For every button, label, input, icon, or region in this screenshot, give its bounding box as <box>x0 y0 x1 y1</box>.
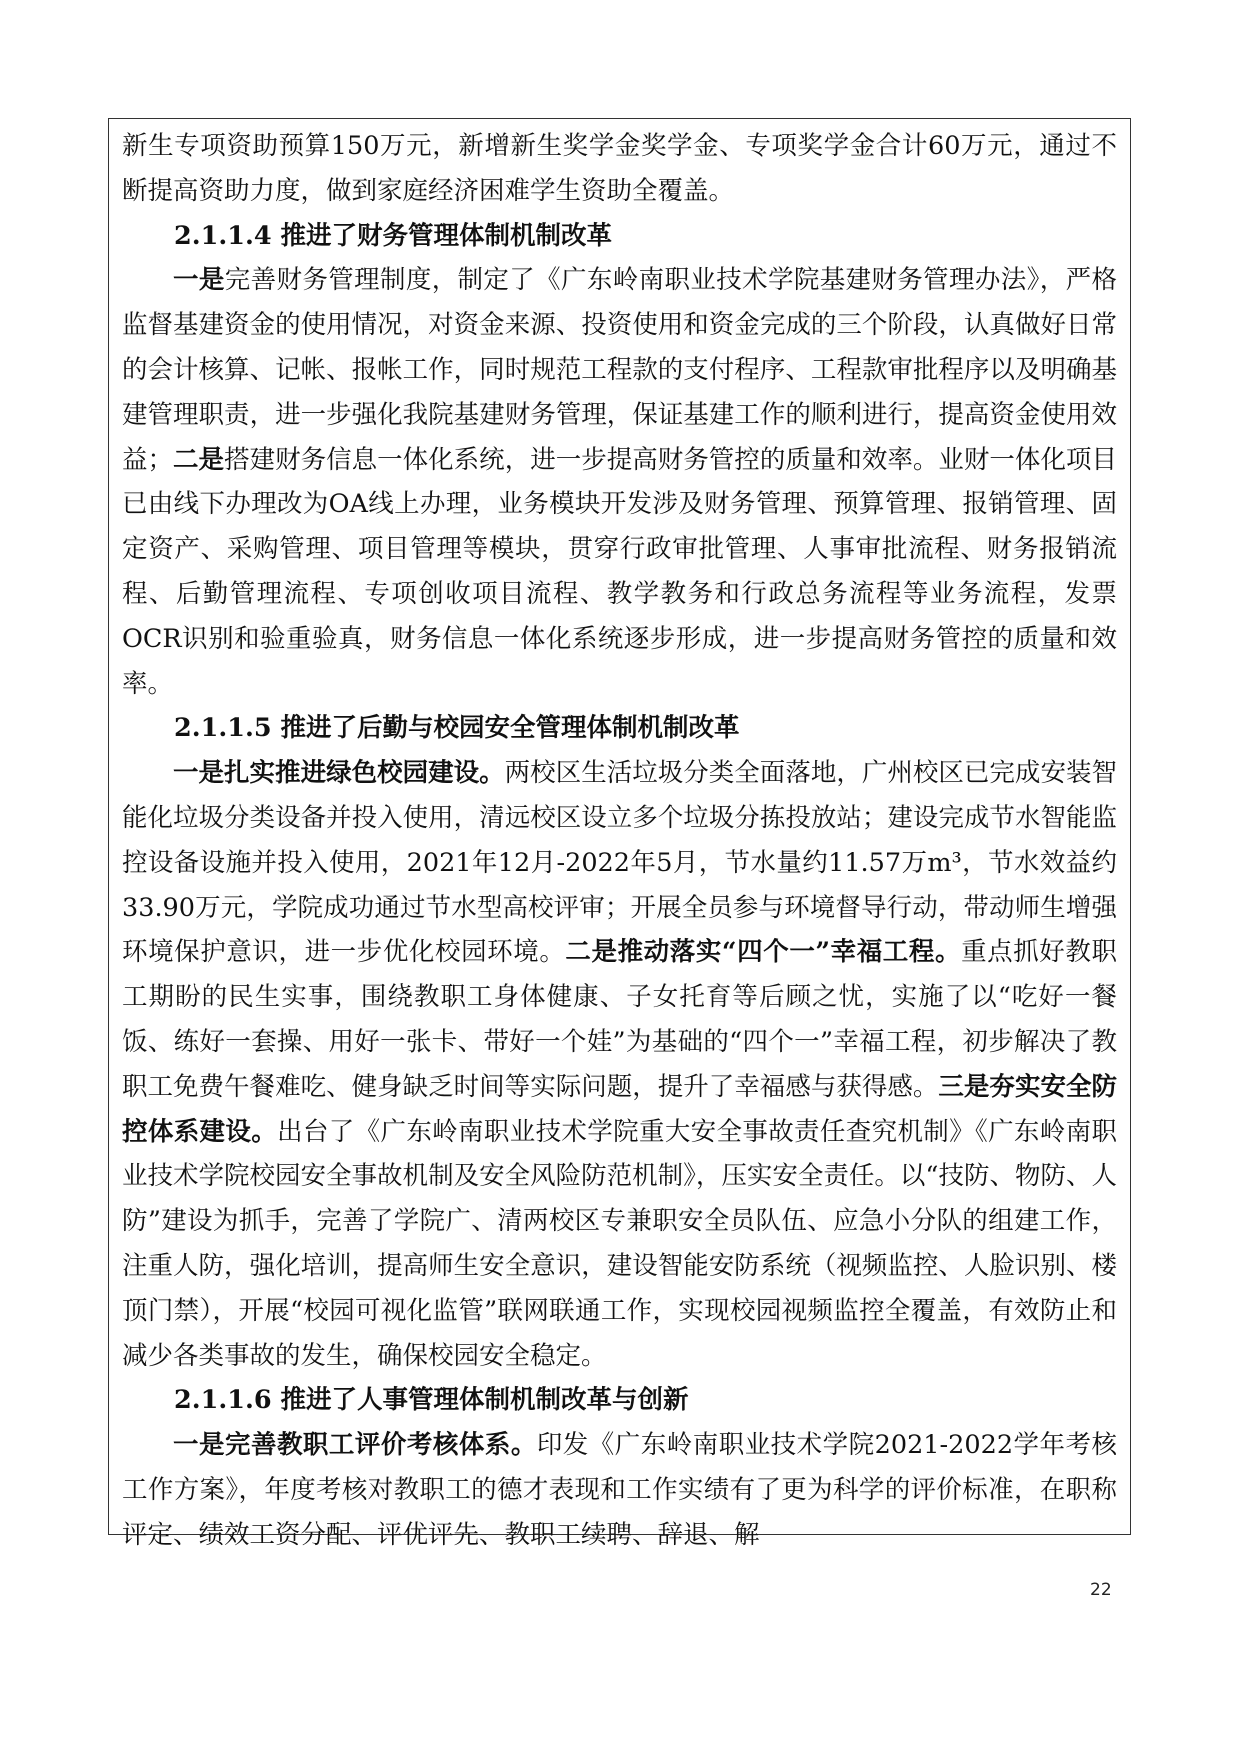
text-run: 搭建财务信息一体化系统，进一步提高财务管控的质量和效率。业财一体化项目已由线下办理改为OA线上办理，业务模块开发涉及财务管理、预算管理、报销管理、固定资产、采购管理、项目管理等模块，贯穿行政审批管理、人事审批流程、财务报销流程、后勤管理流程、专项创收项目流程、教学教务和行政总务流程等业务流程，发票OCR识别和验重验真，财务信息一体化系统逐步形成，进一步提高财务管控的质量和效率。 <box>122 444 1117 699</box>
bold-run: 二是 <box>173 444 225 475</box>
page-number: 22 <box>1090 1580 1112 1600</box>
bold-run: 一是 <box>173 265 225 296</box>
section-heading-2-1-1-5: 2.1.1.5 推进了后勤与校园安全管理体制机制改革 <box>174 713 740 744</box>
bold-run: 一是完善教职工评价考核体系。 <box>173 1430 537 1461</box>
bold-run: 二是推动落实“四个一”幸福工程。 <box>565 937 962 968</box>
text-run: 完善财务管理制度，制定了《广东岭南职业技术学院基建财务管理办法》，严格监督基建资金的使用情况，对资金来源、投资使用和资金完成的三个阶段，认真做好日常的会计核算、记帐、报帐工作，同时规范工程款的支付程序、工程款审批程序以及明确基建管理职责，进一步强化我院基建财务管理，保证基建工作的顺利进行，提高资金使用效益； <box>122 265 1117 475</box>
text-run: 出台了《广东岭南职业技术学院重大安全事故责任查究机制》《广东岭南职业技术学院校园安全事故机制及安全风险防范机制》，压实安全责任。以“技防、物防、人防”建设为抓手，完善了学院广、清两校区专兼职安全员队伍、应急小分队的组建工作，注重人防，强化培训，提高师生安全意识，建设智能安防系统（视频监控、人脸识别、楼顶门禁），开展“校园可视化监管”联网联通工作，实现校园视频监控全覆盖，有效防止和减少各类事故的发生，确保校园安全稳定。 <box>122 1116 1117 1371</box>
paragraph-logistics-reform <box>122 751 1117 1378</box>
document-body <box>122 124 1117 1558</box>
paragraph-continuation <box>122 124 1117 214</box>
text-run: 两校区生活垃圾分类全面落地，广州校区已完成安装智能化垃圾分类设备并投入使用，清远校区设立多个垃圾分拣投放站；建设完成节水智能监控设备设施并投入使用，2021年12月-2022年5月，节水量约11.57万m³，节水效益约33.90万元，学院成功通过节水型高校评审；开展全员参与环境督导行动，带动师生增强环境保护意识，进一步优化校园环境。 <box>122 758 1117 968</box>
bold-run: 一是扎实推进绿色校园建设。 <box>173 758 505 789</box>
text-run: 新生专项资助预算150万元，新增新生奖学金奖学金、专项奖学金合计60万元，通过不断提高资助力度，做到家庭经济困难学生资助全覆盖。 <box>122 131 1117 206</box>
paragraph-hr-reform <box>122 1423 1117 1557</box>
section-heading-2-1-1-6: 2.1.1.6 推进了人事管理体制机制改革与创新 <box>174 1385 689 1416</box>
bold-run: 三是夯实安全防控体系建设。 <box>122 1071 1117 1147</box>
paragraph-finance-reform <box>122 258 1117 706</box>
text-run: 重点抓好教职工期盼的民生实事，围绕教职工身体健康、子女托育等后顾之忧，实施了以“吃好一餐饭、练好一套操、用好一张卡、带好一个娃”为基础的“四个一”幸福工程，初步解决了教职工免费午餐难吃、健身缺乏时间等实际问题，提升了幸福感与获得感。 <box>122 937 1117 1102</box>
section-heading-2-1-1-4: 2.1.1.4 推进了财务管理体制机制改革 <box>174 220 612 251</box>
text-run: 印发《广东岭南职业技术学院2021-2022学年考核工作方案》，年度考核对教职工的德才表现和工作实绩有了更为科学的评价标准，在职称评定、绩效工资分配、评优评先、教职工续聘、辞退、解 <box>122 1430 1117 1550</box>
